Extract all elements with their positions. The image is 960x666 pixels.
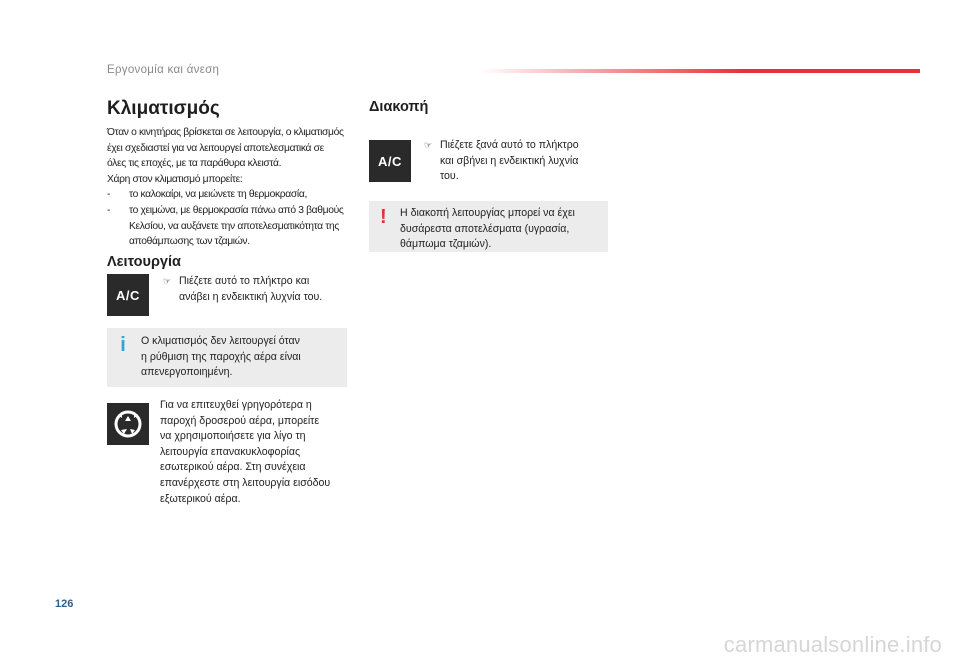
bullet-dash: - [107, 204, 111, 216]
bullet-item [107, 203, 357, 250]
recirc-line: εσωτερικού αέρα. Στη συνέχεια [160, 461, 306, 474]
operation-title: Λειτουργία [107, 254, 181, 270]
info-line: Ο κλιματισμός δεν λειτουργεί όταν [141, 335, 300, 347]
step-item [163, 274, 353, 305]
stop-title: Διακοπή [369, 99, 429, 115]
step-line: του. [440, 170, 459, 183]
warning-line: θάμπωμα τζαμιών). [400, 238, 492, 251]
bullet-item [107, 187, 357, 203]
recirculation-note [160, 398, 355, 507]
intro-line: Χάρη στον κλιματισμό μπορείτε: [107, 173, 243, 185]
header-accent-bar [480, 69, 920, 73]
bullet-line: το καλοκαίρι, να μειώνετε τη θερμοκρασία, [129, 189, 307, 201]
section-title: Εργονομία και άνεση [107, 64, 220, 76]
step-line: ανάβει η ενδεικτική λυχνία του. [179, 290, 323, 303]
recirc-line: να χρησιμοποιήσετε για λίγο τη [160, 430, 306, 443]
bullet-dash: - [107, 189, 111, 201]
air-recirculation-glyph [107, 403, 149, 445]
warning-line: Η διακοπή λειτουργίας μπορεί να έχει [400, 207, 575, 219]
air-recirculation-icon [107, 403, 149, 445]
watermark: carmanualsonline.info [723, 632, 942, 657]
info-note-box [107, 328, 347, 387]
info-note-text [141, 334, 341, 381]
warning-note-text [400, 206, 605, 253]
warning-icon: ! [380, 206, 387, 228]
bullet-line: το χειμώνα, με θερμοκρασία πάνω από 3 βαθμούς [129, 204, 344, 216]
info-icon: i [120, 334, 126, 356]
info-line: απενεργοποιημένη. [141, 366, 233, 379]
bullet-line: αποθάμπωσης των τζαμιών. [129, 236, 250, 248]
step-item [424, 138, 609, 185]
recirc-line: παροχή δροσερού αέρα, μπορείτε [160, 414, 320, 427]
climate-title: Κλιματισμός [107, 98, 220, 119]
warning-note-box [369, 201, 608, 252]
intro-line: όλες τις εποχές, με τα παράθυρα κλειστά. [107, 158, 282, 170]
climate-intro [107, 125, 357, 250]
recirc-line: Για να επιτευχθεί γρηγορότερα η [160, 399, 312, 411]
page-number: 126 [55, 598, 74, 610]
recirc-line: λειτουργία επανακυκλοφορίας [160, 445, 301, 458]
step-line: Πιέζετε αυτό το πλήκτρο και [179, 275, 310, 287]
stop-step [424, 138, 609, 185]
ac-button-icon: A/C [369, 140, 411, 182]
ac-button-icon: A/C [107, 274, 149, 316]
intro-line: Όταν ο κινητήρας βρίσκεται σε λειτουργία, ο κλιματισμός [107, 127, 344, 138]
bullet-line: Κελσίου, να αυξάνετε την αποτελεσματικότητα της [129, 220, 339, 232]
info-line: η ρύθμιση της παροχής αέρα είναι [141, 350, 301, 363]
operation-step [163, 274, 353, 305]
warning-line: δυσάρεστα αποτελέσματα (υγρασία, [400, 222, 570, 235]
recirc-line: επανέρχεστε στη λειτουργία εισόδου [160, 476, 331, 489]
step-line: και σβήνει η ενδεικτική λυχνία [440, 154, 579, 167]
pointing-hand-icon: ☞ [163, 276, 172, 286]
pointing-hand-icon: ☞ [424, 140, 433, 150]
intro-line: έχει σχεδιαστεί για να λειτουργεί αποτελεσματικά σε [107, 142, 324, 154]
recirc-line: εξωτερικού αέρα. [160, 492, 241, 505]
step-line: Πιέζετε ξανά αυτό το πλήκτρο [440, 139, 579, 151]
